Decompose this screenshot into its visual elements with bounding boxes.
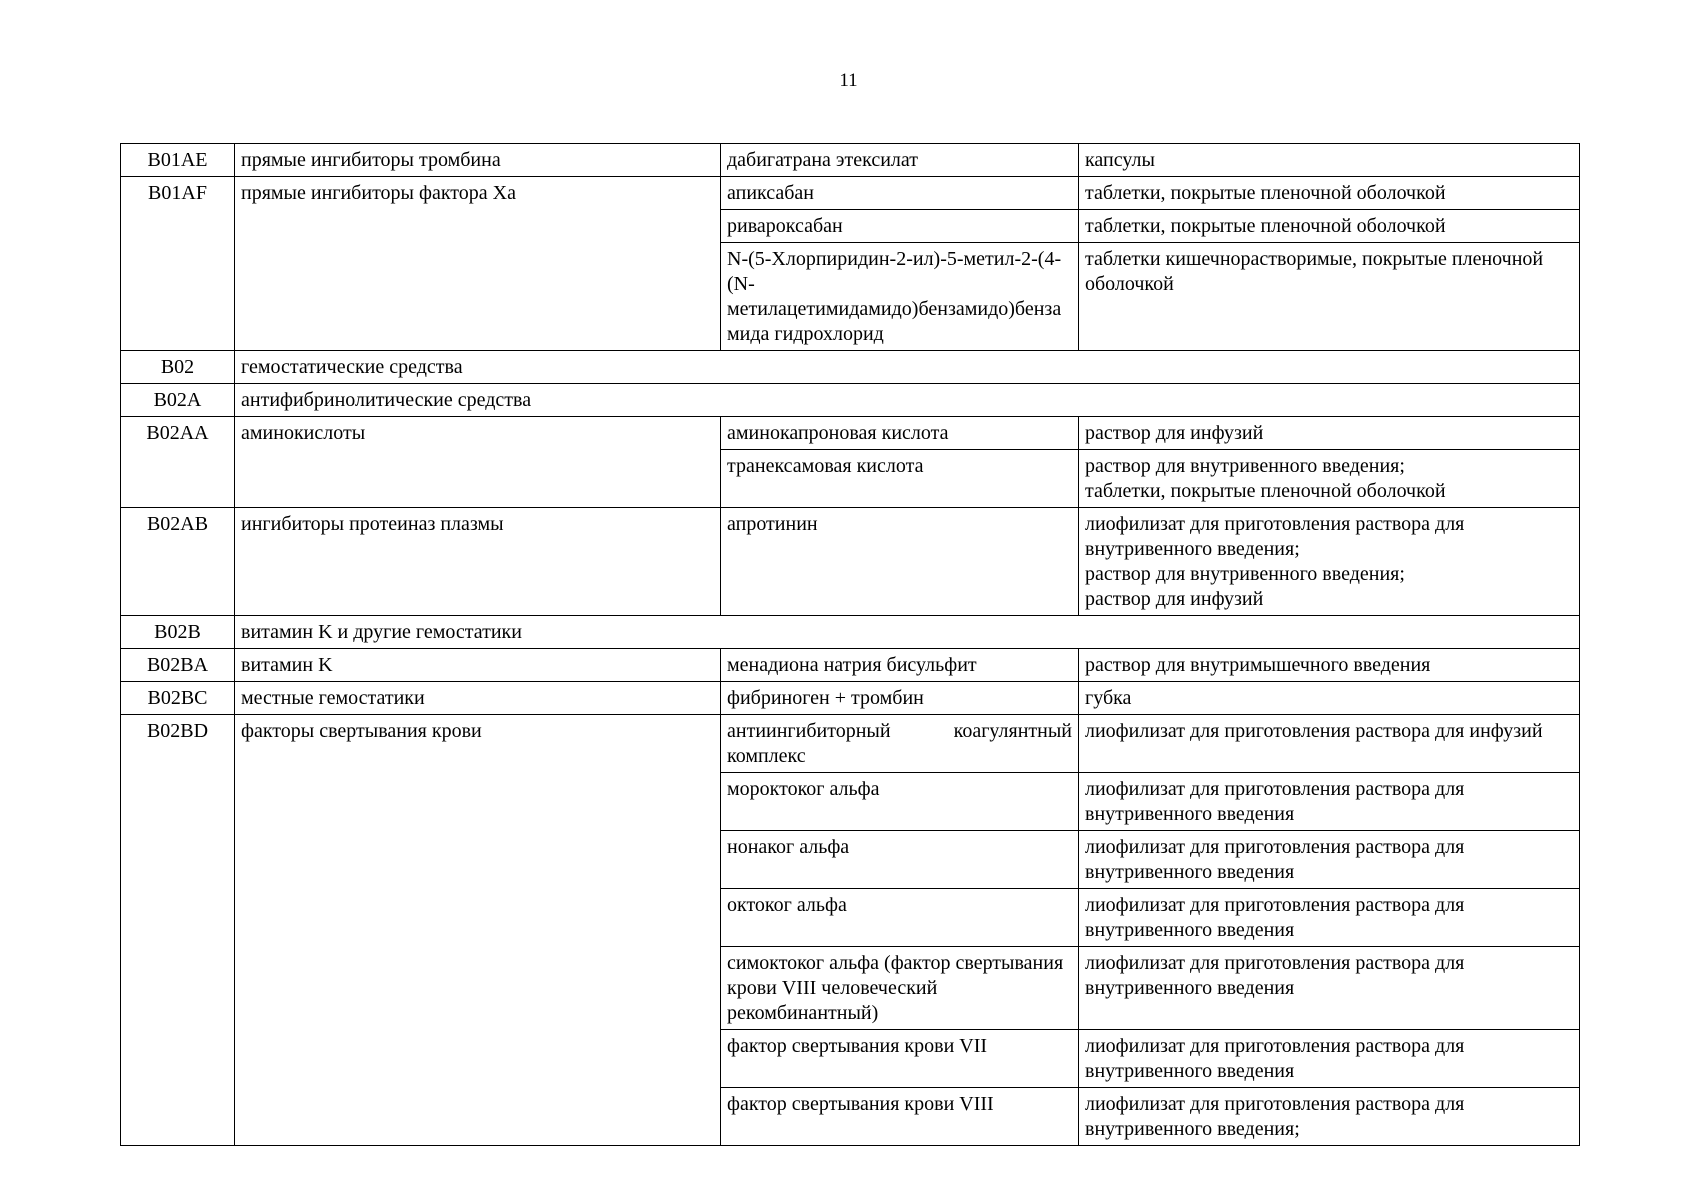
inn-word: коагулянтный <box>953 720 1072 742</box>
dosage-form-cell <box>1079 682 1580 715</box>
dosage-form-cell <box>1079 417 1580 450</box>
atc-code-cell: B02BC <box>121 682 235 715</box>
inn-cell: аминокапроновая кислота <box>721 417 1079 450</box>
dosage-form-cell <box>1079 773 1580 831</box>
inn-cell: фибриноген + тромбин <box>721 682 1079 715</box>
dosage-form-cell <box>1079 144 1580 177</box>
inn-cell: апротинин <box>721 508 1079 616</box>
dosage-form-cell <box>1079 947 1580 1030</box>
group-cell: гемостатические средства <box>235 351 1580 384</box>
atc-code-cell: B02BA <box>121 649 235 682</box>
dosage-form-line: лиофилизат для приготовления раствора для внутривенного введения <box>1085 1035 1465 1082</box>
atc-code-cell: B02B <box>121 616 235 649</box>
inn-cell: апиксабан <box>721 177 1079 210</box>
dosage-form-line: раствор для внутривенного введения; <box>1085 563 1405 585</box>
table-row <box>121 682 1580 715</box>
dosage-form-line: лиофилизат для приготовления раствора для инфузий <box>1085 720 1543 742</box>
dosage-form-line: раствор для инфузий <box>1085 422 1264 444</box>
table-row <box>121 177 1580 210</box>
dosage-form-cell <box>1079 1030 1580 1088</box>
dosage-form-cell <box>1079 508 1580 616</box>
inn-cell: фактор свертывания крови VIII <box>721 1088 1079 1146</box>
inn-word: комплекс <box>727 745 806 767</box>
table-row <box>121 616 1580 649</box>
table-row <box>121 508 1580 616</box>
dosage-form-cell <box>1079 649 1580 682</box>
dosage-form-line: лиофилизат для приготовления раствора для внутривенного введения <box>1085 952 1465 999</box>
table-row <box>121 715 1580 773</box>
atc-code-cell: B02BD <box>121 715 235 1146</box>
dosage-form-cell <box>1079 450 1580 508</box>
dosage-form-line: таблетки кишечнорастворимые, покрытые пленочной оболочкой <box>1085 248 1544 295</box>
atc-code-cell: B02AA <box>121 417 235 508</box>
dosage-form-line: лиофилизат для приготовления раствора для внутривенного введения; <box>1085 1093 1465 1140</box>
table-row <box>121 649 1580 682</box>
inn-cell: менадиона натрия бисульфит <box>721 649 1079 682</box>
dosage-form-cell <box>1079 889 1580 947</box>
page-number: 11 <box>839 70 858 91</box>
atc-code-cell: B02A <box>121 384 235 417</box>
inn-cell: дабигатрана этексилат <box>721 144 1079 177</box>
medication-table <box>120 143 1580 1146</box>
group-cell: факторы свертывания крови <box>235 715 721 1146</box>
dosage-form-cell <box>1079 1088 1580 1146</box>
table-row <box>121 351 1580 384</box>
group-cell: прямые ингибиторы фактора Xa <box>235 177 721 351</box>
dosage-form-line: губка <box>1085 687 1132 709</box>
inn-cell <box>721 715 1079 773</box>
atc-code-cell: B01AF <box>121 177 235 351</box>
inn-cell: ривароксабан <box>721 210 1079 243</box>
group-cell: местные гемостатики <box>235 682 721 715</box>
group-cell: витамин K и другие гемостатики <box>235 616 1580 649</box>
group-cell: прямые ингибиторы тромбина <box>235 144 721 177</box>
dosage-form-cell <box>1079 715 1580 773</box>
dosage-form-cell <box>1079 177 1580 210</box>
dosage-form-line: таблетки, покрытые пленочной оболочкой <box>1085 480 1446 502</box>
atc-code-cell: B02 <box>121 351 235 384</box>
dosage-form-cell <box>1079 243 1580 351</box>
dosage-form-line: таблетки, покрытые пленочной оболочкой <box>1085 182 1446 204</box>
dosage-form-line: раствор для внутривенного введения; <box>1085 455 1405 477</box>
dosage-form-line: лиофилизат для приготовления раствора для внутривенного введения; <box>1085 513 1465 560</box>
dosage-form-line: лиофилизат для приготовления раствора для внутривенного введения <box>1085 836 1465 883</box>
dosage-form-line: таблетки, покрытые пленочной оболочкой <box>1085 215 1446 237</box>
table-row <box>121 144 1580 177</box>
inn-word: антиингибиторный <box>727 720 891 742</box>
inn-cell: симоктоког альфа (фактор свертывания крови VIII человеческий рекомбинантный) <box>721 947 1079 1030</box>
inn-cell: нонаког альфа <box>721 831 1079 889</box>
atc-code-cell: B02AB <box>121 508 235 616</box>
dosage-form-line: капсулы <box>1085 149 1155 171</box>
group-cell: антифибринолитические средства <box>235 384 1580 417</box>
group-cell: витамин K <box>235 649 721 682</box>
dosage-form-line: лиофилизат для приготовления раствора для внутривенного введения <box>1085 894 1465 941</box>
group-cell: аминокислоты <box>235 417 721 508</box>
inn-cell: транексамовая кислота <box>721 450 1079 508</box>
inn-cell: фактор свертывания крови VII <box>721 1030 1079 1088</box>
dosage-form-line: раствор для внутримышечного введения <box>1085 654 1431 676</box>
atc-code-cell: B01AE <box>121 144 235 177</box>
table-row <box>121 417 1580 450</box>
dosage-form-line: раствор для инфузий <box>1085 588 1264 610</box>
inn-cell: мороктоког альфа <box>721 773 1079 831</box>
dosage-form-cell <box>1079 210 1580 243</box>
table-row <box>121 384 1580 417</box>
group-cell: ингибиторы протеиназ плазмы <box>235 508 721 616</box>
dosage-form-cell <box>1079 831 1580 889</box>
dosage-form-line: лиофилизат для приготовления раствора для внутривенного введения <box>1085 778 1465 825</box>
inn-cell: октоког альфа <box>721 889 1079 947</box>
inn-first-line <box>727 719 1072 744</box>
inn-cell: N-(5-Хлорпиридин-2-ил)-5-метил-2-(4-(N-метилацетимидамидо)бензамидо)бензамида гидрохлорид <box>721 243 1079 351</box>
